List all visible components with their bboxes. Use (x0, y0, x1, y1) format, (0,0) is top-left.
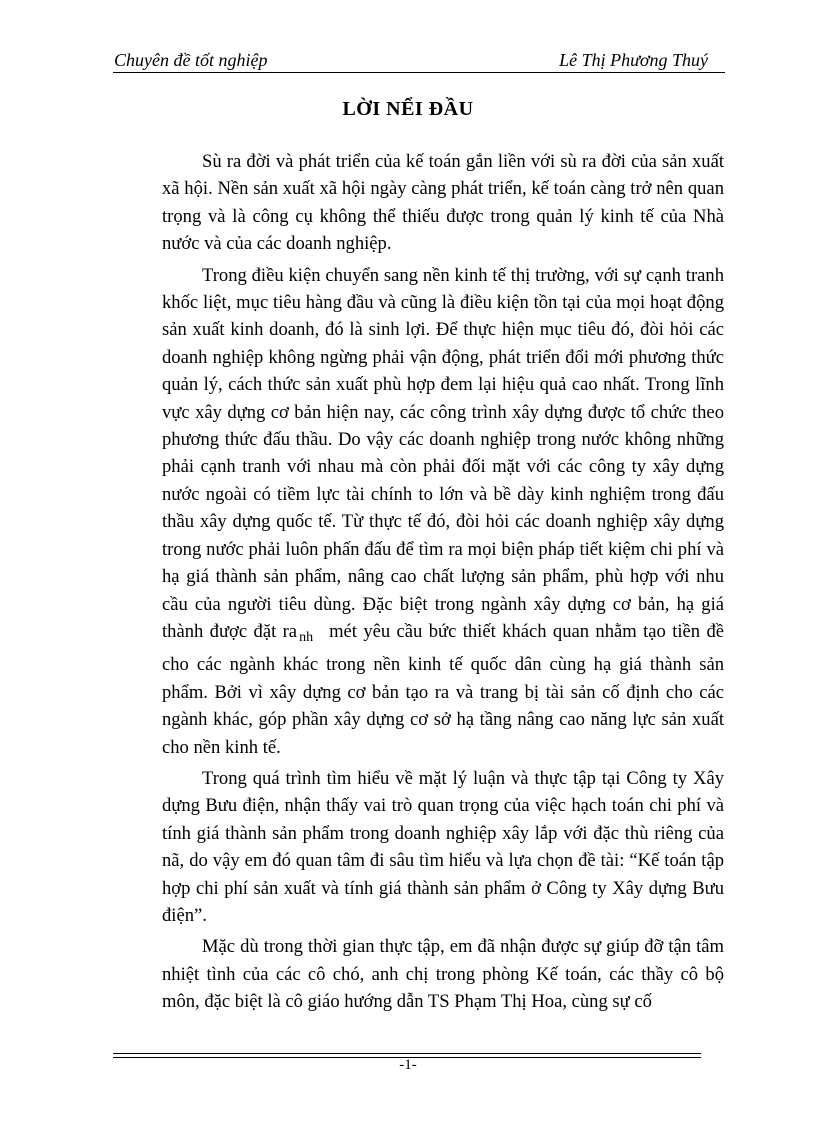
paragraph-2 (162, 262, 724, 761)
document-body (162, 148, 724, 1016)
paragraph-2-text-before: Trong điều kiện chuyển sang nền kinh tế thị trường, với sự cạnh tranh khốc liệt, mục tiêu hàng đầu và cũng là điều kiện tồn tại của mọi hoạt động sản xuất kinh doanh, đó là sinh lợi. Để thực hiện mục tiêu đó, đòi hỏi các doanh nghiệp không ngừng phải vận động, phát triển đổi mới phương thức quản lý, cách thức sản xuất phù hợp đem lại hiệu quả cao nhất. Trong lĩnh vực xây dựng cơ bản hiện nay, các công trình xây dựng được tổ chức theo phương thức đấu thầu. Do vậy các doanh nghiệp trong nước không những phải cạnh tranh với nhau mà còn phải đối mặt với các công ty xây dựng nước ngoài có tiềm lực tài chính to lớn và bề dày kinh nghiệm trong đấu thầu xây dựng quốc tế. Từ thực tế đó, đòi hỏi các doanh nghiệp xây dựng trong nước phải luôn phấn đấu để tìm ra mọi biện pháp tiết kiệm chi phí và hạ giá thành sản phẩm, nâng cao chất lượng sản phẩm, phù hợp với nhu cầu của người tiêu dùng. Đặc biệt trong ngành xây dựng cơ bản, hạ giá thành được đặt ra (162, 264, 724, 642)
header-divider (113, 72, 725, 73)
paragraph-2-subscript: nh (299, 629, 314, 645)
page-number: -1- (399, 1057, 417, 1073)
paragraph-2-text-after: mét yêu cầu bức thiết khách quan nhằm tạo tiền đề cho các ngành khác trong nền kinh tế quốc dân cùng hạ giá thành sản phẩm. Bởi vì xây dựng cơ bản tạo ra và trang bị tài sản cố định cho các ngành khác, góp phần xây dựng cơ sở hạ tầng nâng cao năng lực sản xuất cho nền kinh tế. (162, 620, 725, 758)
paragraph-4: Mặc dù trong thời gian thực tập, em đã nhận được sự giúp đỡ tận tâm nhiệt tình của các cô chó, anh chị trong phòng Kế toán, các thầy cô bộ môn, đặc biệt là cô giáo hướng dẫn TS Phạm Thị Hoa, cùng sự cố (162, 936, 724, 1013)
header-document-type: Chuyên đề tốt nghiệp (114, 50, 268, 70)
page-header (114, 48, 724, 72)
page-title: LỜI NỂI ĐẦU (342, 98, 474, 120)
footer-divider-top (113, 1053, 701, 1054)
paragraph-3: Trong quá trình tìm hiểu về mặt lý luận và thực tập tại Công ty Xây dựng Bưu điện, nhận thấy vai trò quan trọng của việc hạch toán chi phí và tính giá thành sản phẩm trong doanh nghiệp xây lắp với đặc thù riêng của nã, do vậy em đó quan tâm đi sâu tìm hiểu và lựa chọn đề tài: “Kế toán tập hợp chi phí sản xuất và tính giá thành sản phẩm ở Công ty Xây dựng Bưu điện”. (162, 767, 724, 926)
paragraph-1: Sù ra đời và phát triển của kế toán gắn liền với sù ra đời của sản xuất xã hội. Nền sản xuất xã hội ngày càng phát triển, kế toán càng trở nên quan trọng và là công cụ không thể thiếu được trong quản lý kinh tế của Nhà nước và của các doanh nghiệp. (162, 151, 724, 255)
header-author: Lê Thị Phương Thuý (559, 50, 708, 70)
